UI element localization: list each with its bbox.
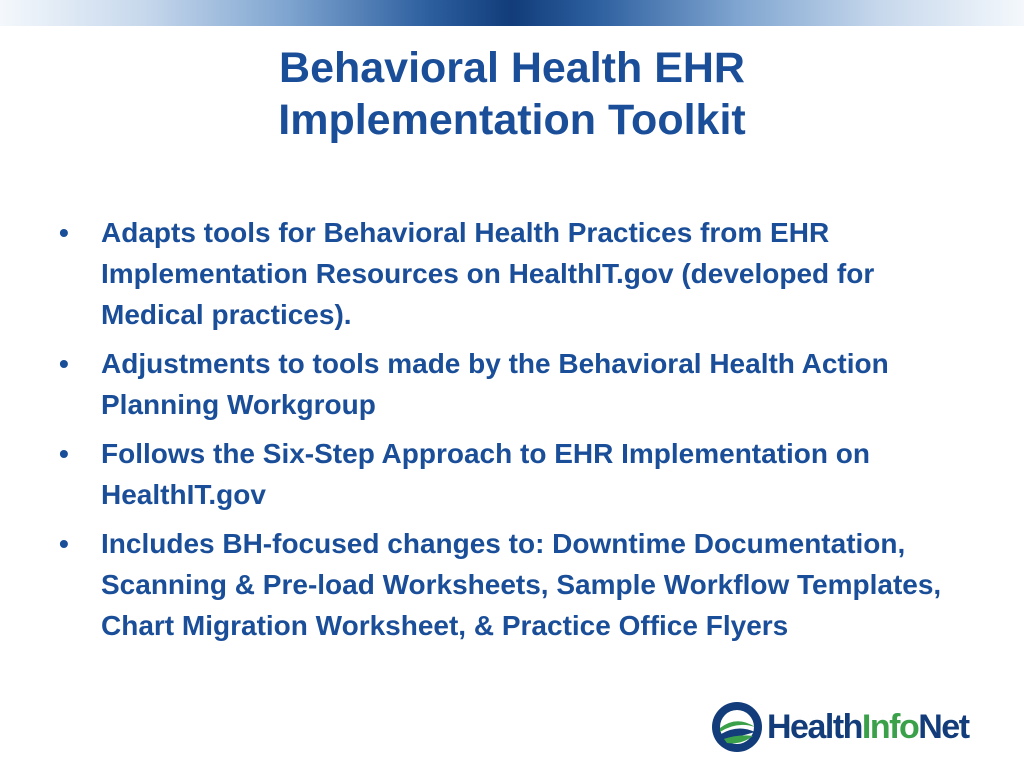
healthinfonet-wordmark [767, 700, 969, 754]
bullet-list [56, 212, 961, 654]
bullet-dot: • [59, 528, 69, 559]
bullet-dot: • [59, 438, 69, 469]
bullet-item [56, 433, 961, 515]
bullet-item [56, 523, 961, 646]
top-gradient-band [0, 0, 1024, 26]
healthinfonet-logo [711, 700, 969, 754]
healthinfonet-logo-icon [711, 701, 763, 753]
bullet-item [56, 212, 961, 335]
slide-title [0, 42, 1024, 146]
logo-text-net: Net [918, 708, 969, 746]
bullet-item [56, 343, 961, 425]
bullet-dot: • [59, 217, 69, 248]
bullet-text: Adapts tools for Behavioral Health Practices from EHR Implementation Resources on HealthIT.gov (developed for Medical practices). [101, 217, 875, 330]
bullet-text: Adjustments to tools made by the Behavioral Health Action Planning Workgroup [101, 348, 889, 420]
bullet-text: Follows the Six-Step Approach to EHR Implementation on HealthIT.gov [101, 438, 871, 510]
bullet-text: Includes BH-focused changes to: Downtime Documentation, Scanning & Pre-load Worksheets, Sample Workflow Templates, Chart Migration Worksheet, & Practice Office Flyers [101, 528, 942, 641]
slide-title-line-1: Behavioral Health EHR [279, 44, 745, 92]
slide-title-line-2: Implementation Toolkit [278, 96, 746, 144]
bullet-dot: • [59, 348, 69, 379]
logo-text-info: Info [861, 708, 919, 746]
logo-text-health: Health [767, 708, 862, 746]
